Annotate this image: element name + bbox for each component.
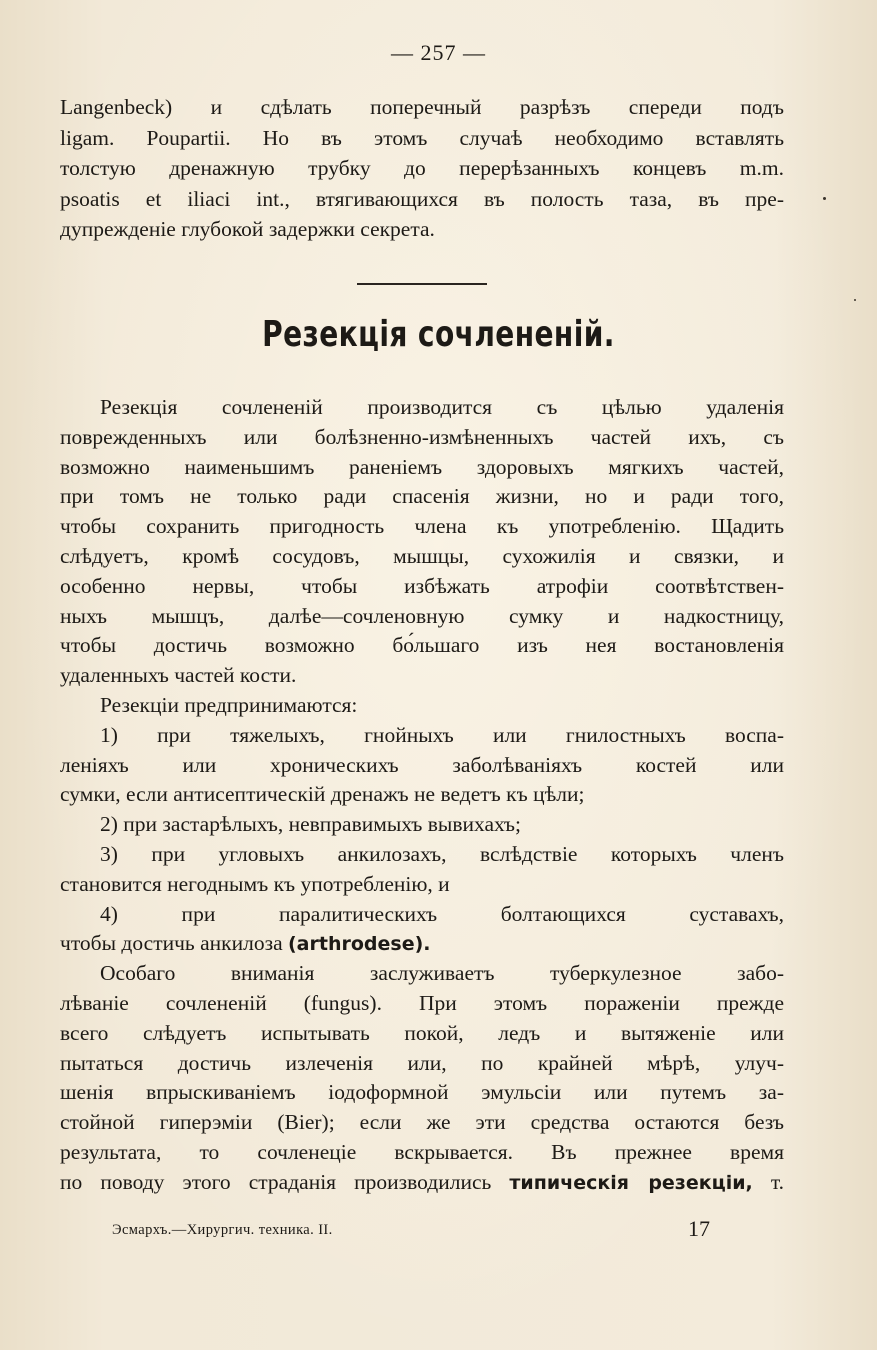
term-arthrodese: (arthrodese). [288, 933, 431, 956]
text-line: особенно нервы, чтобы избѣжать атрофіи соотвѣтствен- [60, 573, 784, 598]
intro-paragraph [60, 92, 784, 245]
text-line: поврежденныхъ или болѣзненно-измѣненныхъ частей ихъ, съ [60, 424, 784, 449]
text-line: Резекція сочлененій производится съ цѣлью удаленія [100, 395, 784, 419]
term-typical-resection: типическія резекціи, [509, 1171, 753, 1194]
list-item: 1) при тяжелыхъ, гнойныхъ или гнилостныхъ воспа- [100, 722, 784, 747]
text-line: psoatis et iliaci int., втягивающихся въ полость таза, въ пре- [60, 186, 784, 211]
text-fragment: т. [770, 1169, 784, 1194]
text-line: результата, то сочленеціе вскрывается. Въ прежнее время [60, 1139, 784, 1164]
text-line: при томъ не только ради спасенія жизни, но и ради того, [60, 484, 784, 509]
text-line: ligam. Poupartii. Но въ этомъ случаѣ необходимо вставлять [60, 125, 784, 150]
text-line: становится негоднымъ къ употребленію, и [60, 871, 450, 896]
text-line [60, 929, 784, 959]
text-fragment: чтобы достичь анкилоза [60, 931, 283, 956]
signature-mark: 17 [688, 1216, 710, 1241]
section-title: Резекція сочлененій. [262, 314, 615, 355]
running-footer: Эсмархъ.—Хирургич. техника. II. [112, 1222, 333, 1238]
text-line: дупрежденіе глубокой задержки секрета. [60, 217, 435, 241]
text-line: шенія впрыскиваніемъ іодоформной эмульсіи или путемъ за- [60, 1080, 784, 1105]
text-line: слѣдуетъ, кромѣ сосудовъ, мышцы, сухожилія и связки, и [60, 543, 784, 568]
section-divider [357, 283, 487, 285]
text-line: всего слѣдуетъ испытывать покой, ледъ и вытяженіе или [60, 1020, 784, 1045]
list-item: 3) при угловыхъ анкилозахъ, вслѣдствіе которыхъ членъ [100, 841, 784, 866]
text-line: чтобы достичь возможно бо́льшаго изъ нея востановленія [60, 633, 784, 658]
text-line: леніяхъ или хроническихъ заболѣваніяхъ костей или [60, 752, 784, 777]
text-line: сумки, если антисептическій дренажъ не ведетъ къ цѣли; [60, 782, 585, 807]
text-line: ныхъ мышцъ, далѣе—сочленовную сумку и надкостницу, [60, 603, 784, 628]
list-item: 2) при застарѣлыхъ, невправимыхъ вывихахъ; [100, 812, 522, 837]
text-line: Резекціи предпринимаются: [100, 692, 358, 717]
text-line: стойной гиперэміи (Bier); если же эти средства остаются безъ [60, 1110, 784, 1135]
paper-speck [823, 197, 826, 200]
text-line: толстую дренажную трубку до перерѣзанныхъ концевъ m.m. [60, 156, 784, 180]
text-fragment: по поводу этого страданія производились [60, 1169, 492, 1194]
text-line: возможно наименьшимъ раненіемъ здоровыхъ мягкихъ частей, [60, 454, 784, 479]
section-body [60, 393, 784, 1198]
text-line: чтобы сохранить пригодность члена къ употребленію. Щадить [60, 514, 784, 539]
text-line: Особаго вниманія заслуживаетъ туберкулезное забо- [100, 961, 784, 986]
list-item: 4) при паралитическихъ болтающихся суставахъ, [100, 901, 784, 926]
text-line: пытаться достичь излеченія или, по крайней мѣрѣ, улуч- [60, 1050, 784, 1075]
text-line: лѣваніе сочлененій (fungus). При этомъ пораженіи прежде [60, 990, 784, 1015]
paper-speck [854, 299, 856, 301]
page-number: — 257 — [391, 40, 486, 65]
text-line [60, 1168, 784, 1198]
text-line: Langenbeck) и сдѣлать поперечный разрѣзъ спереди подъ [60, 95, 784, 119]
text-line: удаленныхъ частей кости. [60, 663, 297, 688]
